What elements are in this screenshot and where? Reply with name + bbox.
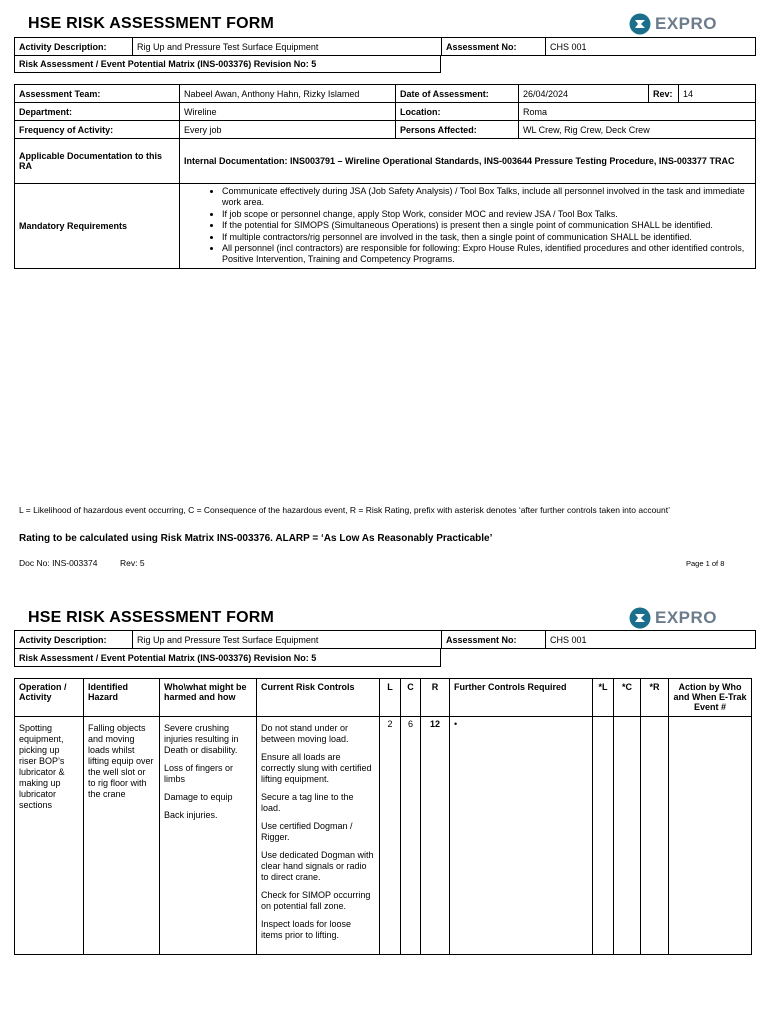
hazard-cell: Falling objects and moving loads whilst lifting equip over the well slot or to rig floor with the crane xyxy=(84,717,160,955)
frequency-label: Frequency of Activity: xyxy=(15,121,180,139)
location-value: Roma xyxy=(519,103,756,121)
control-item: Ensure all loads are correctly slung with certified lifting equipment. xyxy=(261,752,372,784)
doc-number: Doc No: INS-003374 xyxy=(19,558,98,568)
page-number: Page 1 of 8 xyxy=(686,559,725,568)
rev-label: Rev: xyxy=(649,85,679,103)
assessment-no-label: Assessment No: xyxy=(442,38,546,56)
applicable-documentation-label: Applicable Documentation to this RA xyxy=(15,139,180,184)
logo-text: EXPRO xyxy=(655,608,718,627)
mandatory-item: • If the potential for SIMOPS (Simultaneous Operations) is present then a single point of communication SHALL be identified. xyxy=(222,220,751,231)
mandatory-item: • Communicate effectively during JSA (Job Safety Analysis) / Tool Box Talks, include all personnel involved in the task and immediate work area. xyxy=(222,186,751,209)
legend-note: L = Likelihood of hazardous event occurring, C = Consequence of the hazardous event, R = Risk Rating, prefix with asterisk denotes ‘after further controls taken into account’ xyxy=(19,505,671,515)
control-item: Use certified Dogman / Rigger. xyxy=(261,821,353,842)
rev-value: 14 xyxy=(679,85,756,103)
rating-note: Rating to be calculated using Risk Matrix INS-003376. ALARP = ‘As Low As Reasonably Practicable’ xyxy=(19,533,493,544)
table-row xyxy=(15,717,752,955)
logo-text: EXPRO xyxy=(655,14,718,33)
header-r: R xyxy=(421,679,450,717)
assessment-no-value: CHS 001 xyxy=(546,38,756,56)
mandatory-requirements-label: Mandatory Requirements xyxy=(15,184,180,269)
risk-rating-value: 12 xyxy=(421,717,450,955)
department-value: Wireline xyxy=(180,103,396,121)
header-l: L xyxy=(380,679,401,717)
harm-item: Damage to equip xyxy=(164,792,233,802)
star-c-cell xyxy=(614,717,641,955)
location-label: Location: xyxy=(396,103,519,121)
header-star-l: *L xyxy=(593,679,614,717)
activity-description-label: Activity Description: xyxy=(15,631,133,649)
assessment-no-value: CHS 001 xyxy=(546,631,756,649)
activity-description-label: Activity Description: xyxy=(15,38,133,56)
page-title: HSE RISK ASSESSMENT FORM xyxy=(28,15,275,32)
star-l-cell xyxy=(593,717,614,955)
applicable-documentation-value: Internal Documentation: INS003791 – Wireline Operational Standards, INS-003644 Pressure Testing Procedure, INS-003377 TRAC xyxy=(180,139,756,184)
matrix-ref-table xyxy=(14,648,441,667)
header-c: C xyxy=(401,679,421,717)
operation-cell: Spotting equipment, picking up riser BOP’s lubricator & making up lubricator sections xyxy=(15,717,84,955)
persons-affected-label: Persons Affected: xyxy=(396,121,519,139)
header-hazard: Identified Hazard xyxy=(84,679,160,717)
doc-revision: Rev: 5 xyxy=(120,558,145,568)
control-item: Use dedicated Dogman with clear hand signals or radio to direct crane. xyxy=(261,850,374,882)
expro-logo xyxy=(629,607,717,629)
further-controls-cell: • xyxy=(450,717,593,955)
mandatory-item: • All personnel (incl contractors) are responsible for following: Expro House Rules, identified procedures and other identified controls, Positive Intervention, Training and Competency Programs. xyxy=(222,243,751,266)
harm-item: Back injuries. xyxy=(164,810,218,820)
harm-item: Loss of fingers or limbs xyxy=(164,763,234,784)
header-star-r: *R xyxy=(641,679,669,717)
star-r-cell xyxy=(641,717,669,955)
action-cell xyxy=(669,717,752,955)
header-table xyxy=(14,37,756,56)
expro-logo xyxy=(629,13,717,35)
date-value: 26/04/2024 xyxy=(519,85,649,103)
frequency-value: Every job xyxy=(180,121,396,139)
current-controls-cell xyxy=(257,717,380,955)
consequence-value: 6 xyxy=(401,717,421,955)
department-label: Department: xyxy=(15,103,180,121)
control-item: Check for SIMOP occurring on potential fall zone. xyxy=(261,890,371,911)
matrix-ref-table xyxy=(14,55,441,73)
control-item: Do not stand under or between moving load. xyxy=(261,723,349,744)
who-harmed-cell xyxy=(160,717,257,955)
activity-description-value: Rig Up and Pressure Test Surface Equipment xyxy=(133,631,442,649)
control-item: Inspect loads for loose items prior to lifting. xyxy=(261,919,352,940)
header-star-c: *C xyxy=(614,679,641,717)
matrix-ref: Risk Assessment / Event Potential Matrix (INS-003376) Revision No: 5 xyxy=(15,649,441,667)
mandatory-requirements-list xyxy=(180,184,756,269)
assessment-team-label: Assessment Team: xyxy=(15,85,180,103)
assessment-info-table xyxy=(14,84,756,269)
header-table xyxy=(14,630,756,649)
header-action: Action by Who and When E-Trak Event # xyxy=(669,679,752,717)
header-who-harmed: Who\what might be harmed and how xyxy=(160,679,257,717)
harm-item: Severe crushing injuries resulting in Death or disability. xyxy=(164,723,239,755)
activity-description-value: Rig Up and Pressure Test Surface Equipment xyxy=(133,38,442,56)
date-label: Date of Assessment: xyxy=(396,85,519,103)
risk-table xyxy=(14,678,752,955)
header-operation: Operation / Activity xyxy=(15,679,84,717)
assessment-team-value: Nabeel Awan, Anthony Hahn, Rizky Islamed xyxy=(180,85,396,103)
persons-affected-value: WL Crew, Rig Crew, Deck Crew xyxy=(519,121,756,139)
page-title: HSE RISK ASSESSMENT FORM xyxy=(28,609,275,626)
header-current-controls: Current Risk Controls xyxy=(257,679,380,717)
mandatory-item: • If multiple contractors/rig personnel are involved in the task, then a single point of communication SHALL be identified. xyxy=(222,232,751,243)
control-item: Secure a tag line to the load. xyxy=(261,792,354,813)
likelihood-value: 2 xyxy=(380,717,401,955)
assessment-no-label: Assessment No: xyxy=(442,631,546,649)
matrix-ref: Risk Assessment / Event Potential Matrix (INS-003376) Revision No: 5 xyxy=(15,56,441,73)
header-further-controls: Further Controls Required xyxy=(450,679,593,717)
expro-logo-icon xyxy=(629,13,651,35)
expro-logo-icon xyxy=(629,607,651,629)
mandatory-item: • If job scope or personnel change, apply Stop Work, consider MOC and review JSA / Tool Box Talks. xyxy=(222,209,751,220)
